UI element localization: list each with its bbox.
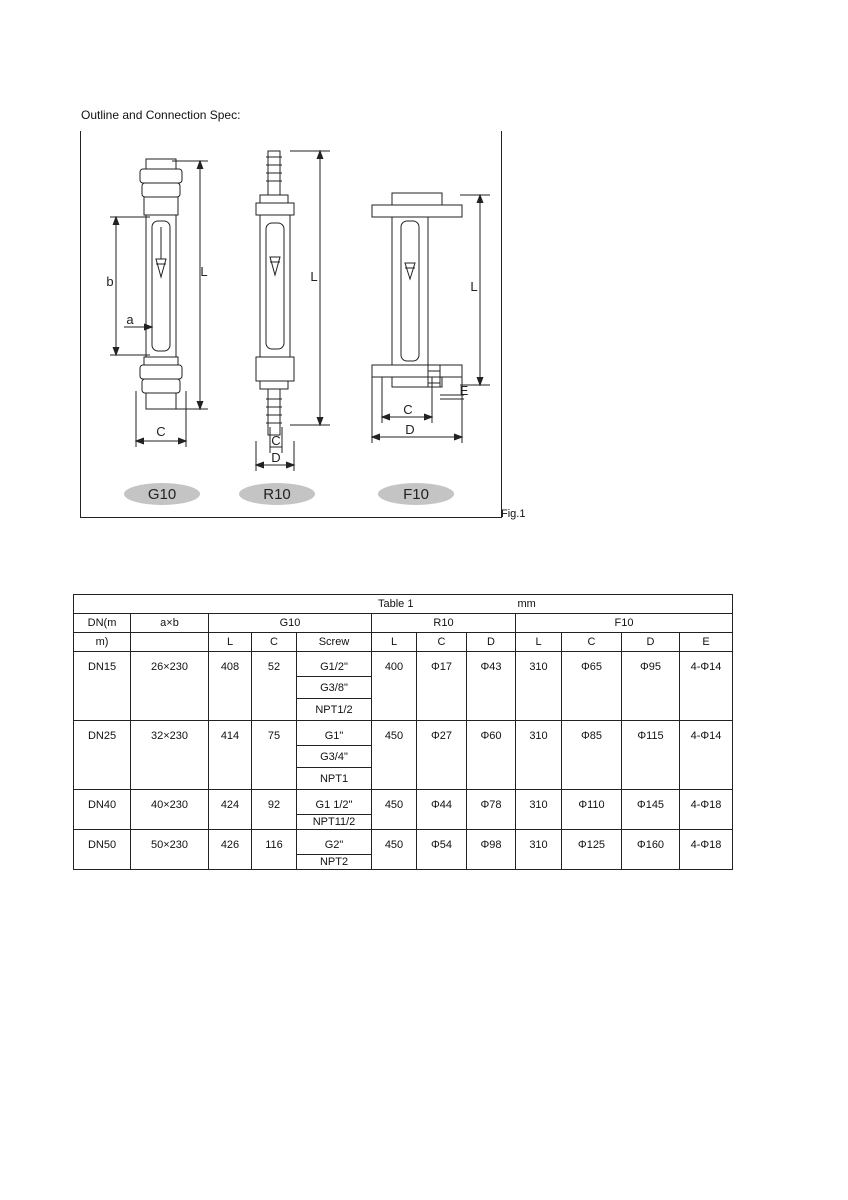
cell-f10-c: Φ85 [562,721,622,790]
group-r10-header: R10 [372,614,516,633]
cell-f10-e: 4-Φ14 [680,721,733,790]
table-row [74,790,733,815]
g10-drawing [110,159,208,447]
table-row [74,830,733,855]
f10-dim-l-label: L [470,279,478,294]
cell-g10-c: 92 [252,790,297,830]
cell-f10-d: Φ115 [622,721,680,790]
g10-c-header: C [252,633,297,652]
g10-dim-l-label: L [200,264,208,279]
r10-drawing [256,151,330,471]
col-axb-header: a×b [131,614,209,633]
cell-f10-e: 4-Φ14 [680,652,733,721]
f10-dim-e-label: E [459,383,469,398]
r10-dim-l-label: L [310,269,318,284]
col-dn-header: DN(m [74,614,131,633]
cell-r10-l: 450 [372,721,417,790]
g10-dim-a-label: a [126,312,134,327]
cell-g10-screw: NPT1 [297,768,372,790]
cell-g10-l: 408 [209,652,252,721]
group-f10-header: F10 [516,614,733,633]
f10-c-header: C [562,633,622,652]
col-dn-header-cont: m) [74,633,131,652]
cell-g10-screw: G3/8" [297,677,372,699]
cell-f10-c: Φ65 [562,652,622,721]
cell-f10-d: Φ95 [622,652,680,721]
cell-f10-d: Φ160 [622,830,680,870]
cell-g10-screw: G1/2" [297,652,372,677]
g10-badge-label: G10 [147,486,177,503]
f10-dim-d-label: D [405,422,415,437]
table-unit: mm [517,598,536,610]
cell-dn: DN40 [74,790,131,830]
cell-axb: 50×230 [131,830,209,870]
r10-d-header: D [467,633,516,652]
cell-f10-c: Φ110 [562,790,622,830]
cell-g10-l: 424 [209,790,252,830]
cell-f10-e: 4-Φ18 [680,790,733,830]
cell-r10-d: Φ43 [467,652,516,721]
group-g10-header: G10 [209,614,372,633]
cell-dn: DN15 [74,652,131,721]
cell-f10-l: 310 [516,830,562,870]
cell-r10-l: 450 [372,790,417,830]
cell-f10-d: Φ145 [622,790,680,830]
cell-axb: 26×230 [131,652,209,721]
cell-r10-d: Φ60 [467,721,516,790]
cell-g10-screw: NPT11/2 [297,815,372,830]
cell-g10-screw: G3/4" [297,746,372,768]
f10-drawing [372,193,490,443]
cell-g10-l: 414 [209,721,252,790]
cell-f10-c: Φ125 [562,830,622,870]
f10-e-header: E [680,633,733,652]
f10-d-header: D [622,633,680,652]
spec-table [73,594,733,870]
cell-axb: 32×230 [131,721,209,790]
f10-badge-label: F10 [403,486,429,503]
cell-g10-screw: G2" [297,830,372,855]
cell-dn: DN25 [74,721,131,790]
cell-r10-c: Φ17 [417,652,467,721]
cell-r10-c: Φ54 [417,830,467,870]
r10-dim-c-label: C [271,433,281,448]
cell-g10-screw: NPT1/2 [297,699,372,721]
r10-c-header: C [417,633,467,652]
r10-dim-d-label: D [271,450,281,465]
cell-r10-d: Φ98 [467,830,516,870]
figure-caption: Fig.1 [501,508,526,520]
outline-drawing [80,131,500,517]
table-sub-header-row [74,633,733,652]
cell-r10-c: Φ44 [417,790,467,830]
cell-g10-c: 116 [252,830,297,870]
cell-g10-screw: G1 1/2" [297,790,372,815]
cell-r10-l: 450 [372,830,417,870]
table-row [74,721,733,746]
g10-dim-b-label: b [106,274,114,289]
cell-r10-l: 400 [372,652,417,721]
cell-r10-d: Φ78 [467,790,516,830]
cell-g10-c: 75 [252,721,297,790]
cell-g10-screw: NPT2 [297,855,372,870]
r10-badge-label: R10 [263,486,291,503]
g10-screw-header: Screw [297,633,372,652]
table-row [74,652,733,677]
g10-dim-c-label: C [156,424,166,439]
table-title-row [74,595,733,614]
cell-f10-l: 310 [516,790,562,830]
cell-f10-l: 310 [516,652,562,721]
f10-dim-c-label: C [403,402,413,417]
table-group-header-row [74,614,733,633]
cell-axb: 40×230 [131,790,209,830]
cell-f10-l: 310 [516,721,562,790]
cell-dn: DN50 [74,830,131,870]
cell-g10-screw: G1" [297,721,372,746]
col-axb-header-cont [131,633,209,652]
g10-l-header: L [209,633,252,652]
cell-f10-e: 4-Φ18 [680,830,733,870]
cell-g10-c: 52 [252,652,297,721]
table-title: Table 1 [378,598,414,610]
section-heading: Outline and Connection Spec: [81,108,241,122]
cell-r10-c: Φ27 [417,721,467,790]
cell-g10-l: 426 [209,830,252,870]
f10-l-header: L [516,633,562,652]
r10-l-header: L [372,633,417,652]
